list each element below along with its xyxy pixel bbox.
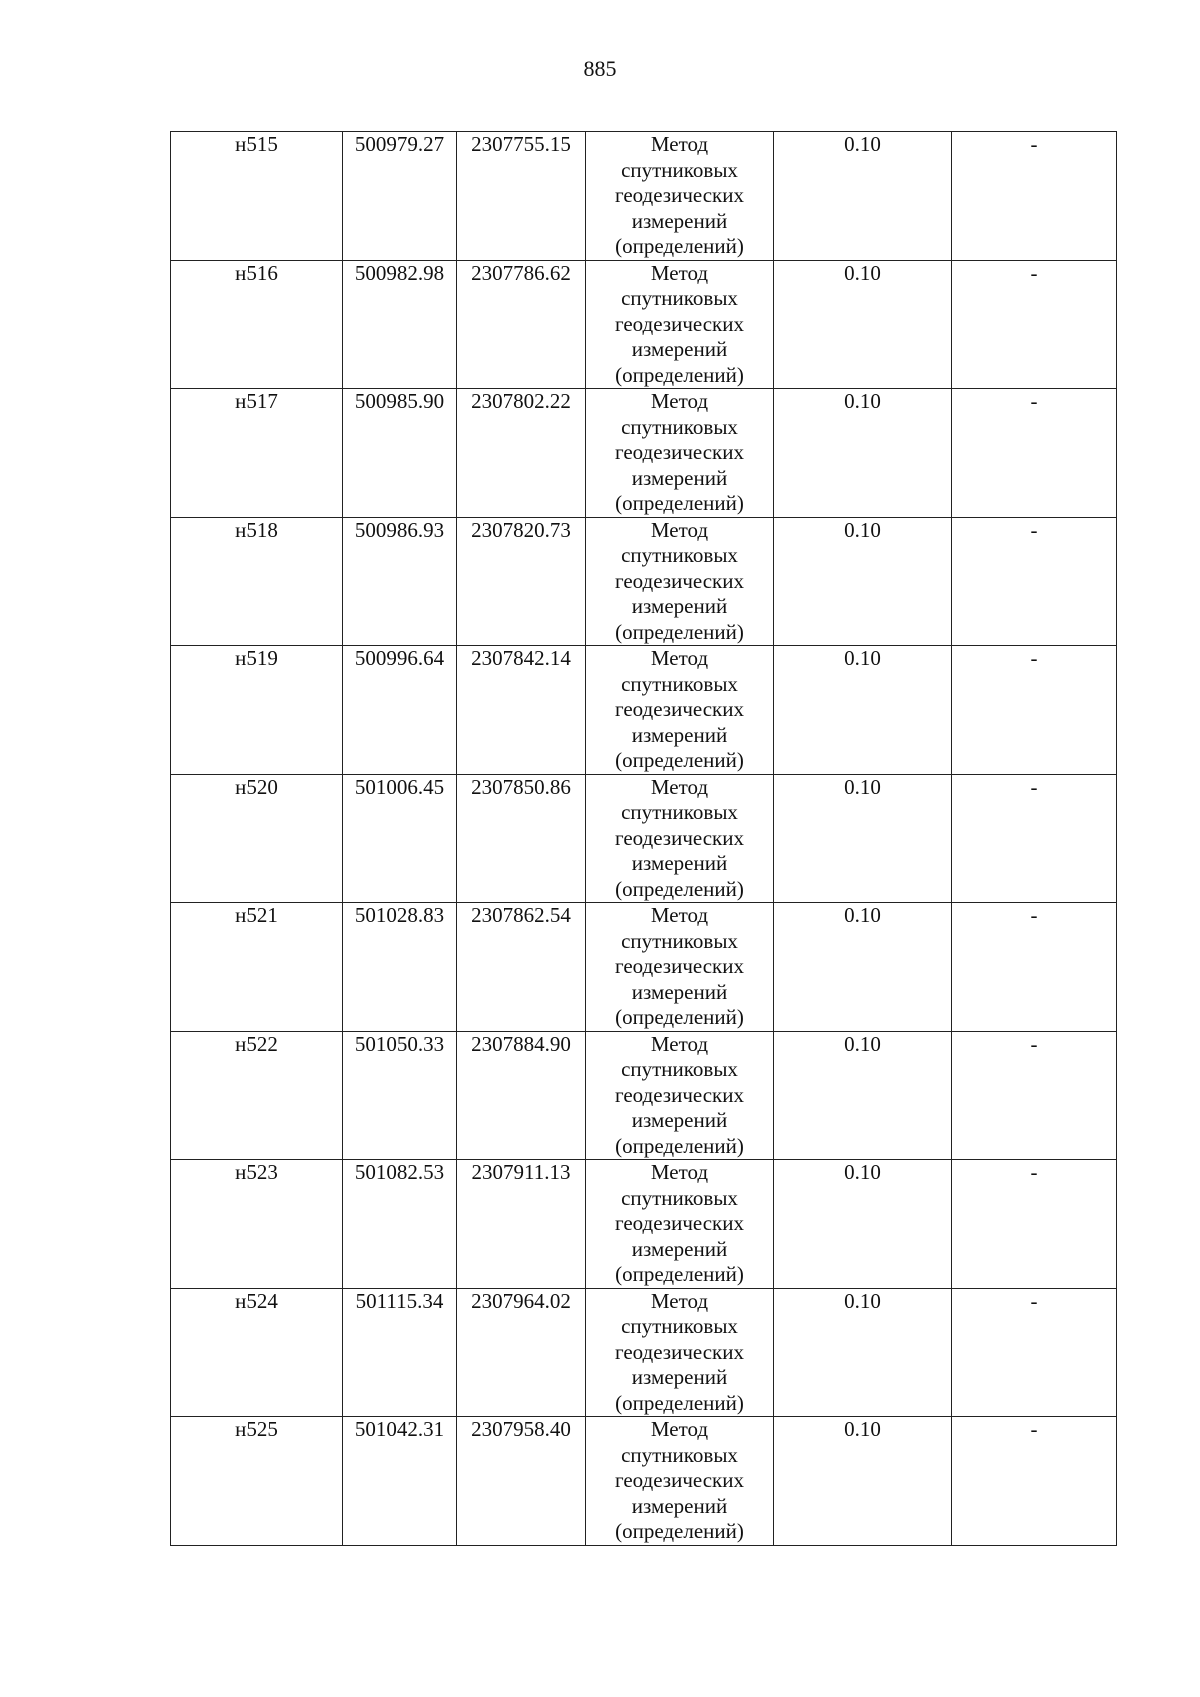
method-line: Метод	[650, 1031, 709, 1056]
table-row	[171, 1160, 1117, 1289]
method-line: Метод	[650, 774, 709, 799]
method-line: (определений)	[615, 1262, 744, 1286]
method-cell	[586, 260, 774, 389]
method-line: измерений	[631, 851, 728, 875]
method-line: (определений)	[615, 1133, 744, 1158]
table-row	[171, 903, 1117, 1032]
method-line: измерений	[631, 594, 728, 618]
x-coordinate-cell: 501115.34	[343, 1288, 457, 1417]
coordinates-table-body	[171, 132, 1117, 1546]
note-cell: -	[952, 1417, 1117, 1546]
y-coordinate-cell: 2307958.40	[457, 1417, 586, 1546]
note-cell: -	[952, 646, 1117, 775]
note-cell: -	[952, 517, 1117, 646]
accuracy-cell: 0.10	[774, 1160, 952, 1289]
y-coordinate-cell: 2307964.02	[457, 1288, 586, 1417]
table-row	[171, 132, 1117, 261]
method-line: спутниковых	[621, 414, 738, 439]
y-coordinate-cell: 2307862.54	[457, 903, 586, 1032]
method-line: Метод	[650, 646, 709, 670]
method-line: Метод	[650, 517, 709, 542]
method-line: геодезических	[614, 954, 744, 978]
accuracy-cell: 0.10	[774, 774, 952, 903]
method-line: геодезических	[614, 440, 744, 464]
table-row	[171, 260, 1117, 389]
method-line: Метод	[650, 389, 709, 413]
x-coordinate-cell: 501042.31	[343, 1417, 457, 1546]
method-line: спутниковых	[621, 1057, 738, 1081]
method-cell	[586, 517, 774, 646]
note-cell: -	[952, 903, 1117, 1032]
method-line: спутниковых	[621, 928, 738, 953]
x-coordinate-cell: 501006.45	[343, 774, 457, 903]
method-line: геодезических	[614, 1468, 744, 1492]
y-coordinate-cell: 2307911.13	[457, 1160, 586, 1289]
y-coordinate-cell: 2307786.62	[457, 260, 586, 389]
x-coordinate-cell: 500985.90	[343, 389, 457, 518]
accuracy-cell: 0.10	[774, 903, 952, 1032]
accuracy-cell: 0.10	[774, 389, 952, 518]
method-line: геодезических	[614, 1211, 744, 1235]
note-cell: -	[952, 1031, 1117, 1160]
method-line: (определений)	[615, 876, 744, 901]
method-cell	[586, 132, 774, 261]
point-id-cell: н520	[171, 774, 343, 903]
method-line: спутниковых	[621, 1314, 738, 1338]
accuracy-cell: 0.10	[774, 260, 952, 389]
note-cell: -	[952, 389, 1117, 518]
method-line: Метод	[650, 903, 709, 927]
method-line: Метод	[650, 1417, 709, 1441]
note-cell: -	[952, 132, 1117, 261]
y-coordinate-cell: 2307802.22	[457, 389, 586, 518]
y-coordinate-cell: 2307820.73	[457, 517, 586, 646]
note-cell: -	[952, 1288, 1117, 1417]
point-id-cell: н523	[171, 1160, 343, 1289]
point-id-cell: н518	[171, 517, 343, 646]
method-line: измерений	[631, 208, 728, 233]
method-line: измерений	[631, 979, 728, 1004]
method-cell	[586, 1417, 774, 1546]
point-id-cell: н522	[171, 1031, 343, 1160]
accuracy-cell: 0.10	[774, 132, 952, 261]
x-coordinate-cell: 501050.33	[343, 1031, 457, 1160]
note-cell: -	[952, 260, 1117, 389]
method-line: спутниковых	[621, 1185, 738, 1210]
x-coordinate-cell: 500986.93	[343, 517, 457, 646]
method-line: Метод	[650, 1160, 709, 1184]
method-cell	[586, 1160, 774, 1289]
method-cell	[586, 1288, 774, 1417]
accuracy-cell: 0.10	[774, 1031, 952, 1160]
method-line: (определений)	[615, 491, 744, 515]
table-row	[171, 1288, 1117, 1417]
x-coordinate-cell: 500979.27	[343, 132, 457, 261]
method-line: (определений)	[615, 234, 744, 258]
page-number: 885	[583, 56, 617, 81]
y-coordinate-cell: 2307850.86	[457, 774, 586, 903]
table-row	[171, 517, 1117, 646]
method-line: спутниковых	[621, 157, 738, 182]
method-cell	[586, 646, 774, 775]
method-line: спутниковых	[621, 1442, 738, 1467]
point-id-cell: н519	[171, 646, 343, 775]
method-line: измерений	[631, 1236, 728, 1261]
method-line: Метод	[650, 1288, 709, 1313]
x-coordinate-cell: 501028.83	[343, 903, 457, 1032]
method-line: (определений)	[615, 748, 744, 772]
method-line: измерений	[631, 1365, 728, 1389]
table-row	[171, 774, 1117, 903]
point-id-cell: н516	[171, 260, 343, 389]
method-line: измерений	[631, 337, 728, 361]
y-coordinate-cell: 2307755.15	[457, 132, 586, 261]
method-line: спутниковых	[621, 671, 738, 696]
method-cell	[586, 903, 774, 1032]
x-coordinate-cell: 500982.98	[343, 260, 457, 389]
method-line: геодезических	[614, 311, 744, 336]
method-line: геодезических	[614, 1082, 744, 1107]
method-line: измерений	[631, 1493, 728, 1518]
note-cell: -	[952, 1160, 1117, 1289]
x-coordinate-cell: 500996.64	[343, 646, 457, 775]
accuracy-cell: 0.10	[774, 517, 952, 646]
x-coordinate-cell: 501082.53	[343, 1160, 457, 1289]
table-row	[171, 646, 1117, 775]
method-line: спутниковых	[621, 286, 738, 310]
method-line: (определений)	[615, 1519, 744, 1543]
point-id-cell: н525	[171, 1417, 343, 1546]
method-line: (определений)	[615, 619, 744, 644]
method-cell	[586, 389, 774, 518]
method-cell	[586, 774, 774, 903]
method-line: геодезических	[614, 568, 744, 593]
table-row	[171, 1031, 1117, 1160]
coordinates-table	[170, 131, 1117, 1546]
accuracy-cell: 0.10	[774, 1417, 952, 1546]
method-line: спутниковых	[621, 543, 738, 567]
accuracy-cell: 0.10	[774, 646, 952, 775]
table-row	[171, 389, 1117, 518]
method-line: измерений	[631, 465, 728, 490]
y-coordinate-cell: 2307842.14	[457, 646, 586, 775]
method-line: геодезических	[614, 825, 744, 850]
method-line: геодезических	[614, 1339, 744, 1364]
point-id-cell: н521	[171, 903, 343, 1032]
method-line: измерений	[631, 1108, 728, 1132]
method-line: геодезических	[614, 183, 744, 207]
method-line: (определений)	[615, 1005, 744, 1029]
method-line: геодезических	[614, 697, 744, 721]
table-row	[171, 1417, 1117, 1546]
accuracy-cell: 0.10	[774, 1288, 952, 1417]
method-line: спутниковых	[621, 800, 738, 824]
method-line: измерений	[631, 722, 728, 747]
point-id-cell: н515	[171, 132, 343, 261]
note-cell: -	[952, 774, 1117, 903]
method-line: (определений)	[615, 1390, 744, 1415]
point-id-cell: н524	[171, 1288, 343, 1417]
method-line: (определений)	[615, 362, 744, 387]
method-line: Метод	[650, 260, 709, 285]
method-cell	[586, 1031, 774, 1160]
point-id-cell: н517	[171, 389, 343, 518]
method-line: Метод	[650, 132, 709, 156]
y-coordinate-cell: 2307884.90	[457, 1031, 586, 1160]
